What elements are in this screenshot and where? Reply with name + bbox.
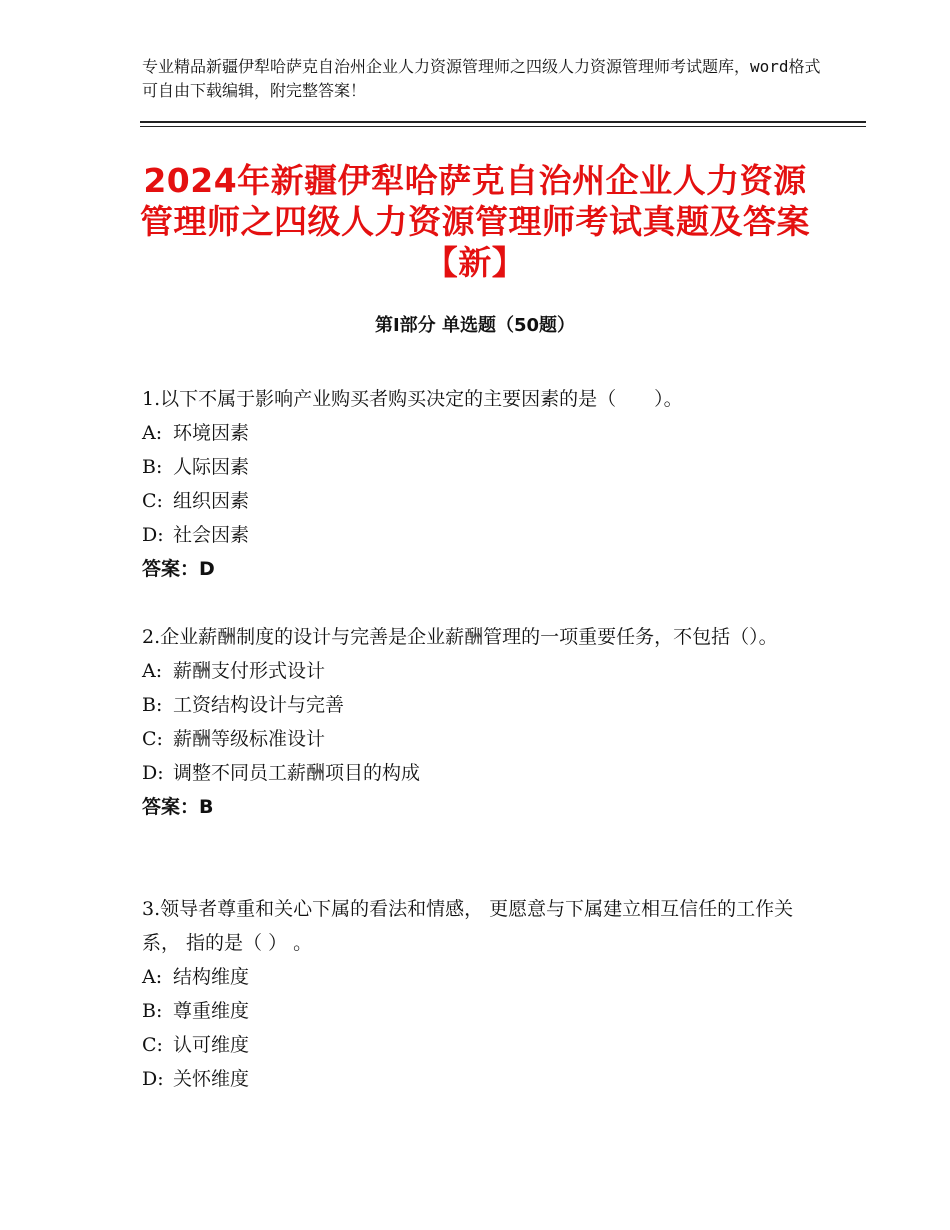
option-text: 结构维度: [173, 966, 250, 988]
question-stem: 1.以下不属于影响产业购买者购买决定的主要因素的是（ ）。: [142, 388, 683, 410]
option-letter: B:: [142, 694, 163, 716]
option-letter: C:: [142, 490, 163, 512]
option-letter: A:: [142, 966, 163, 988]
option-letter: C:: [142, 1034, 163, 1056]
option-a: [142, 960, 812, 994]
question-stem: 3.领导者尊重和关心下属的看法和情感， 更愿意与下属建立相互信任的工作关系， 指的是（ ） 。: [142, 898, 794, 954]
question-2: [142, 620, 812, 824]
option-text: 工资结构设计与完善: [173, 694, 345, 716]
option-text: 组织因素: [173, 490, 250, 512]
option-c: [142, 722, 812, 756]
option-letter: A:: [142, 660, 163, 682]
answer-label: 答案：B: [142, 796, 214, 818]
option-a: [142, 654, 812, 688]
option-letter: D:: [142, 1068, 164, 1090]
option-b: [142, 450, 812, 484]
header-divider-thin: [140, 126, 866, 127]
option-d: [142, 1062, 812, 1096]
option-letter: D:: [142, 524, 164, 546]
option-c: [142, 1028, 812, 1062]
option-text: 尊重维度: [173, 1000, 250, 1022]
option-text: 人际因素: [173, 456, 250, 478]
section-title: 第Ⅰ部分 单选题（50题）: [374, 315, 575, 336]
question-3: [142, 892, 812, 1096]
option-d: [142, 518, 812, 552]
option-b: [142, 994, 812, 1028]
option-letter: C:: [142, 728, 163, 750]
option-letter: D:: [142, 762, 164, 784]
option-a: [142, 416, 812, 450]
option-letter: A:: [142, 422, 163, 444]
option-text: 关怀维度: [173, 1068, 250, 1090]
option-text: 认可维度: [173, 1034, 250, 1056]
option-letter: B:: [142, 456, 163, 478]
option-d: [142, 756, 812, 790]
option-c: [142, 484, 812, 518]
header-divider-thick: [140, 121, 866, 123]
answer-label: 答案：D: [142, 558, 215, 580]
option-letter: B:: [142, 1000, 163, 1022]
question-stem: 2.企业薪酬制度的设计与完善是企业薪酬管理的一项重要任务，不包括（）。: [142, 626, 778, 648]
document-title: 2024年新疆伊犁哈萨克自治州企业人力资源管理师之四级人力资源管理师考试真题及答案【新】: [140, 161, 810, 282]
option-b: [142, 688, 812, 722]
option-text: 环境因素: [173, 422, 250, 444]
question-1: [142, 382, 812, 586]
option-text: 薪酬等级标准设计: [173, 728, 326, 750]
option-text: 薪酬支付形式设计: [173, 660, 326, 682]
header-note: 专业精品新疆伊犁哈萨克自治州企业人力资源管理师之四级人力资源管理师考试题库，word格式可自由下载编辑，附完整答案！: [142, 57, 821, 100]
option-text: 社会因素: [173, 524, 250, 546]
option-text: 调整不同员工薪酬项目的构成: [173, 762, 421, 784]
